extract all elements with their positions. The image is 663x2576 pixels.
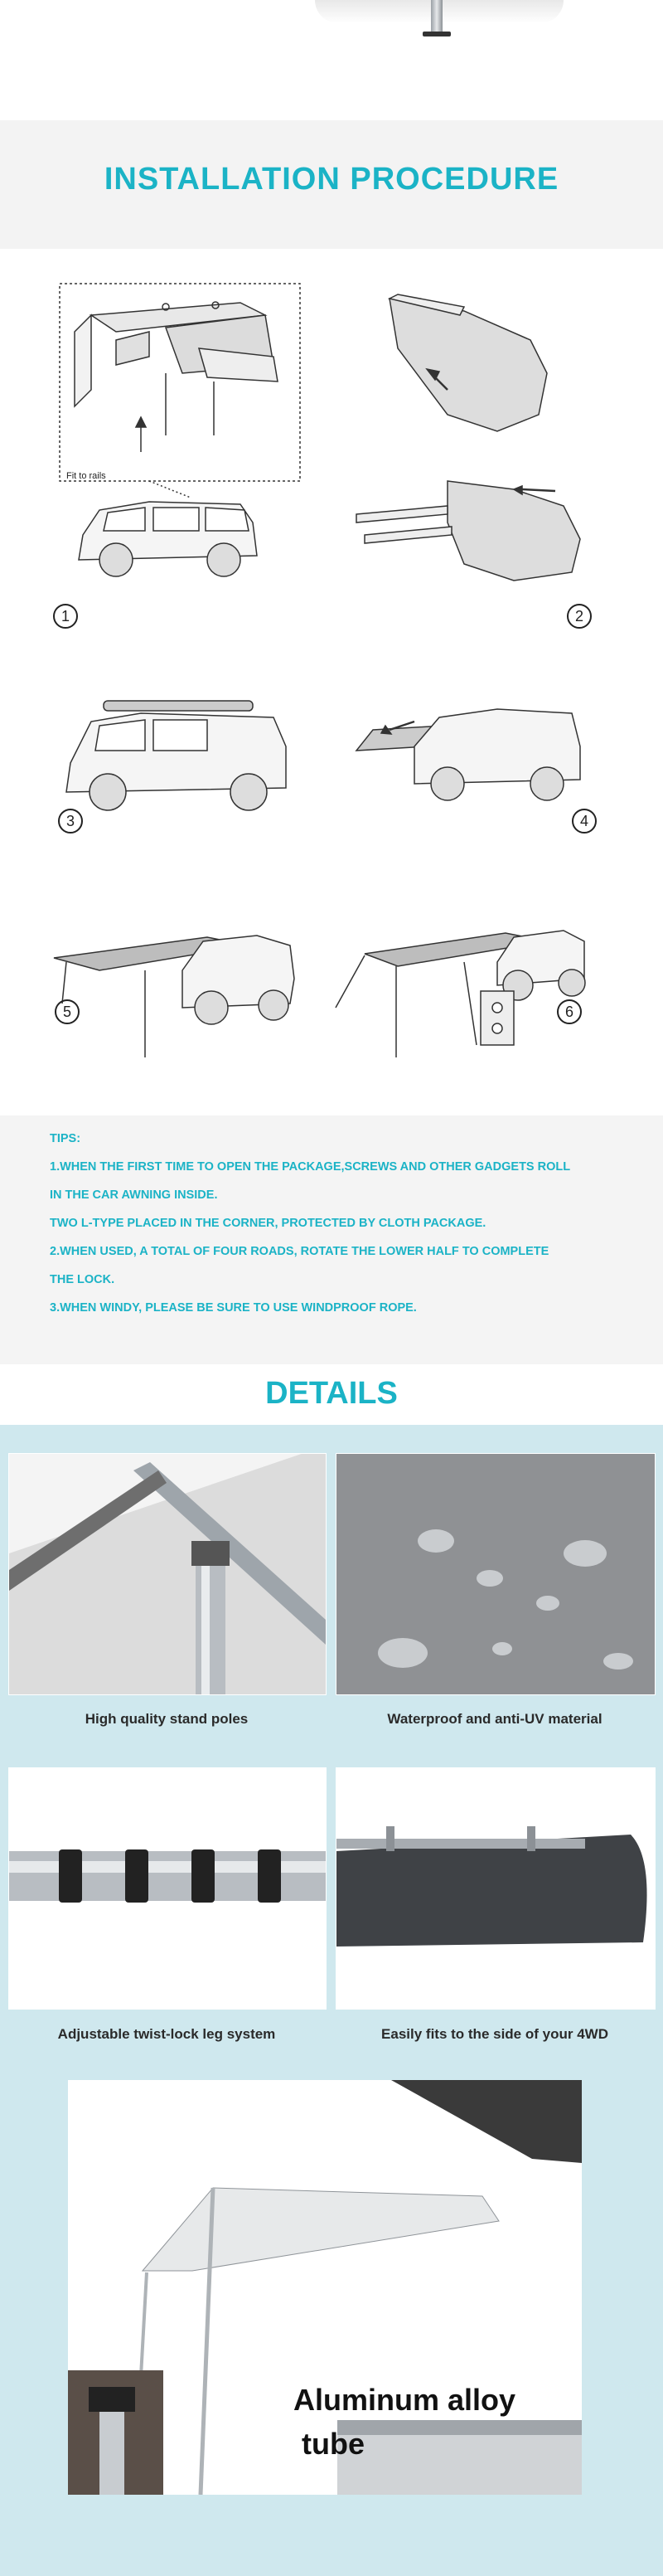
details-section bbox=[0, 1425, 663, 2072]
step6-car bbox=[336, 931, 585, 1057]
caption-twist-lock: Adjustable twist-lock leg system bbox=[57, 2026, 276, 2042]
leg-system-photo bbox=[8, 1767, 327, 2010]
step2-awning-diagram bbox=[356, 294, 580, 581]
step-number-1: 1 bbox=[53, 604, 78, 629]
aluminum-alloy-text: Aluminum alloy bbox=[293, 2383, 516, 2417]
tube-text: tube bbox=[302, 2427, 365, 2461]
step-number-3: 3 bbox=[58, 809, 83, 834]
caption-fits-4wd: Easily fits to the side of your 4WD bbox=[381, 2026, 608, 2042]
fabric-illustration bbox=[336, 1454, 655, 1694]
step4-car bbox=[356, 709, 580, 800]
tips-section bbox=[0, 1115, 663, 1364]
tip-line: TWO L-TYPE PLACED IN THE CORNER, PROTECTED BY CLOTH PACKAGE. bbox=[50, 1217, 486, 1230]
leg-system-illustration bbox=[9, 1768, 326, 2009]
mount-illustration bbox=[336, 1768, 655, 2009]
mount-photo bbox=[336, 1767, 656, 2010]
installation-diagrams bbox=[0, 249, 663, 1115]
step-number-2: 2 bbox=[567, 604, 592, 629]
stand-pole-photo bbox=[8, 1453, 327, 1695]
step5-car bbox=[54, 936, 294, 1057]
step3-car bbox=[66, 701, 286, 810]
tip-line: 1.WHEN THE FIRST TIME TO OPEN THE PACKAGE,SCREWS AND OTHER GADGETS ROLL bbox=[50, 1160, 571, 1174]
details-title: DETAILS bbox=[0, 1364, 663, 1427]
caption-waterproof: Waterproof and anti-UV material bbox=[387, 1711, 603, 1727]
installation-title: INSTALLATION PROCEDURE bbox=[104, 162, 559, 197]
caption-stand-poles: High quality stand poles bbox=[85, 1711, 249, 1727]
step-number-5: 5 bbox=[55, 999, 80, 1024]
tip-line: 2.WHEN USED, A TOTAL OF FOUR ROADS, ROTATE THE LOWER HALF TO COMPLETE bbox=[50, 1245, 549, 1258]
stand-pole-illustration bbox=[9, 1454, 326, 1694]
pole-foot bbox=[423, 32, 451, 36]
tip-line: 3.WHEN WINDY, PLEASE BE SURE TO USE WINDPROOF ROPE. bbox=[50, 1301, 417, 1315]
step1-car bbox=[79, 481, 257, 576]
fabric-photo bbox=[336, 1453, 656, 1695]
installation-illustrations bbox=[0, 249, 663, 1115]
tip-line: THE LOCK. bbox=[50, 1273, 115, 1286]
pole-image-fragment bbox=[431, 0, 443, 35]
aluminum-tube-photo bbox=[68, 2080, 582, 2495]
tip-line: IN THE CAR AWNING INSIDE. bbox=[50, 1188, 218, 1202]
tips-heading: TIPS: bbox=[50, 1132, 81, 1145]
fit-to-rails-label: Fit to rails bbox=[66, 471, 106, 481]
step-number-4: 4 bbox=[572, 809, 597, 834]
step-number-6: 6 bbox=[557, 999, 582, 1024]
step1-bracket-diagram bbox=[60, 284, 300, 481]
